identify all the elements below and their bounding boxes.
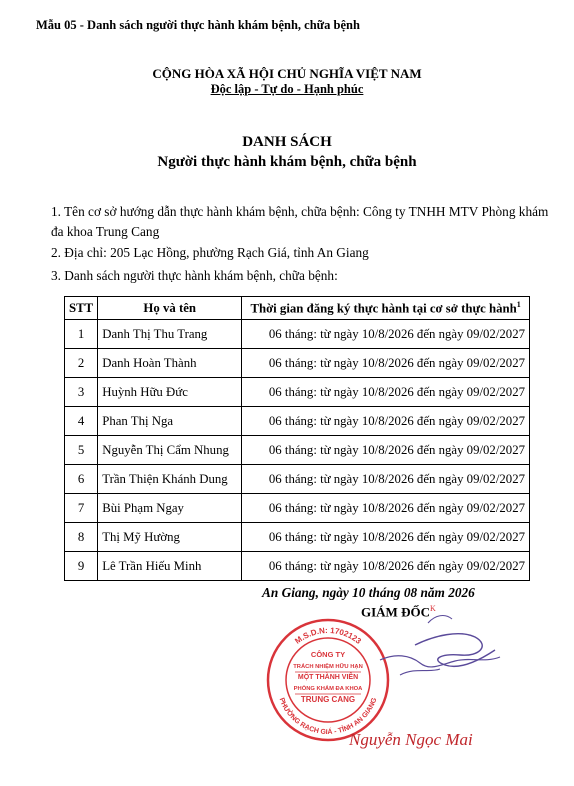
cell-name: Danh Thị Thu Trang (98, 320, 242, 349)
seal-line-5: TRUNG CANG (300, 695, 356, 704)
table-row (65, 494, 530, 523)
cell-name: Phan Thị Nga (98, 407, 242, 436)
cell-stt: 9 (65, 552, 98, 581)
table-row (65, 552, 530, 581)
seal-line-4: PHÒNG KHÁM ĐA KHOA (293, 686, 363, 692)
cell-time: 06 tháng: từ ngày 10/8/2026 đến ngày 09/02/2027 (242, 523, 530, 552)
cell-stt: 6 (65, 465, 98, 494)
info-address: 2. Địa chỉ: 205 Lạc Hồng, phường Rạch Giá, tỉnh An Giang (51, 245, 369, 260)
cell-time: 06 tháng: từ ngày 10/8/2026 đến ngày 09/02/2027 (242, 320, 530, 349)
cell-name: Trần Thiện Khánh Dung (98, 465, 242, 494)
table-row (65, 465, 530, 494)
cell-stt: 3 (65, 378, 98, 407)
table-header-row (65, 297, 530, 320)
seal-ring-text-path: M.S.D.N: 1702123 (293, 625, 363, 646)
cell-time: 06 tháng: từ ngày 10/8/2026 đến ngày 09/02/2027 (242, 349, 530, 378)
info-facility: 1. Tên cơ sở hướng dẫn thực hành khám bệnh, chữa bệnh: Công ty TNHH MTV Phòng khám đa khoa Trung Cang (51, 204, 549, 239)
cell-stt: 5 (65, 436, 98, 465)
cell-name: Huỳnh Hữu Đức (98, 378, 242, 407)
document-title: DANH SÁCH (242, 134, 332, 150)
cell-name: Lê Trần Hiếu Minh (98, 552, 242, 581)
table-row (65, 407, 530, 436)
cell-stt: 8 (65, 523, 98, 552)
signer-name: Nguyễn Ngọc Mai (349, 730, 473, 749)
seal-line-3: MỘT THÀNH VIÊN (297, 674, 359, 681)
cell-time: 06 tháng: từ ngày 10/8/2026 đến ngày 09/02/2027 (242, 436, 530, 465)
cell-time: 06 tháng: từ ngày 10/8/2026 đến ngày 09/02/2027 (242, 407, 530, 436)
director-signature (340, 605, 510, 715)
signature-position-text: GIÁM ĐỐC (361, 604, 430, 620)
cell-name: Bùi Phạm Ngay (98, 494, 242, 523)
signature-position-mark: K (429, 604, 436, 613)
cell-stt: 2 (65, 349, 98, 378)
seal-line-2: TRÁCH NHIỆM HỮU HẠN (293, 664, 363, 670)
cell-name: Danh Hoàn Thành (98, 349, 242, 378)
national-motto (0, 82, 574, 97)
practitioner-table (64, 296, 530, 581)
cell-time: 06 tháng: từ ngày 10/8/2026 đến ngày 09/02/2027 (242, 494, 530, 523)
table-row (65, 378, 530, 407)
national-name: CỘNG HÒA XÃ HỘI CHỦ NGHĨA VIỆT NAM (152, 66, 422, 81)
header-name: Họ và tên (98, 297, 242, 320)
table-row (65, 436, 530, 465)
cell-time: 06 tháng: từ ngày 10/8/2026 đến ngày 09/02/2027 (242, 465, 530, 494)
national-motto-text: Độc lập - Tự do - Hạnh phúc (210, 82, 364, 96)
signature-date-line: An Giang, ngày 10 tháng 08 năm 2026 (262, 585, 475, 600)
header-stt: STT (65, 297, 98, 320)
info-list-heading: 3. Danh sách người thực hành khám bệnh, chữa bệnh: (51, 268, 338, 283)
table-row (65, 320, 530, 349)
cell-name: Thị Mỹ Hường (98, 523, 242, 552)
document-subtitle: Người thực hành khám bệnh, chữa bệnh (157, 154, 417, 170)
seal-ring-bottom-path: PHƯỜNG RẠCH GIÁ - TỈNH AN GIANG (277, 696, 379, 737)
cell-stt: 4 (65, 407, 98, 436)
cell-time: 06 tháng: từ ngày 10/8/2026 đến ngày 09/02/2027 (242, 378, 530, 407)
header-time-text: Thời gian đăng ký thực hành tại cơ sở thực hành (250, 301, 517, 316)
cell-name: Nguyễn Thị Cẩm Nhung (98, 436, 242, 465)
table-row (65, 523, 530, 552)
form-label: Mẫu 05 - Danh sách người thực hành khám bệnh, chữa bệnh (36, 18, 360, 32)
seal-line-1: CÔNG TY (310, 650, 346, 659)
cell-stt: 7 (65, 494, 98, 523)
table-row (65, 349, 530, 378)
header-footnote-mark: 1 (516, 299, 521, 309)
cell-time: 06 tháng: từ ngày 10/8/2026 đến ngày 09/02/2027 (242, 552, 530, 581)
header-time (242, 297, 530, 320)
cell-stt: 1 (65, 320, 98, 349)
